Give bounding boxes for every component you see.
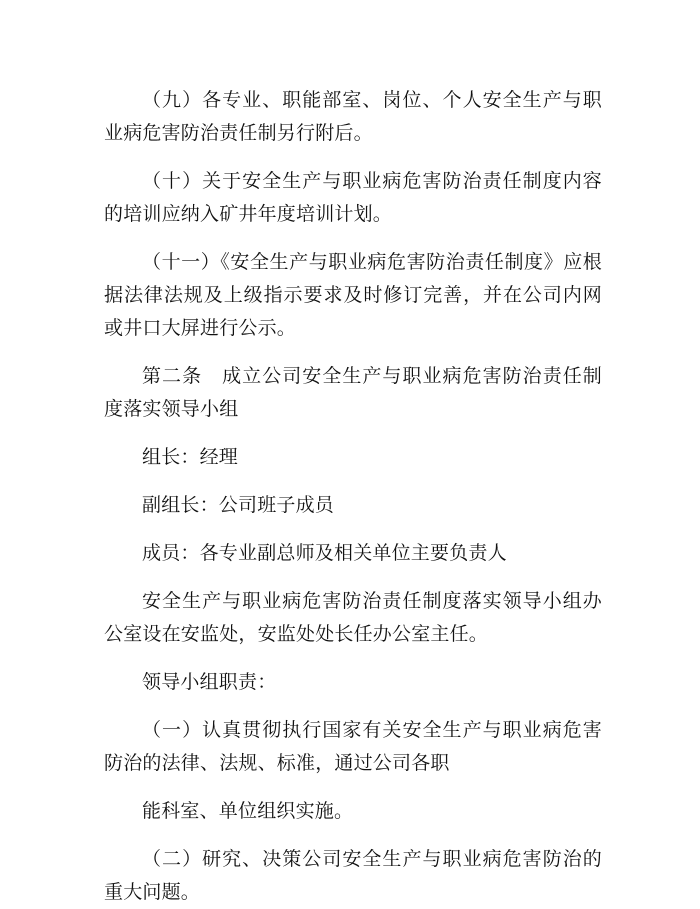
members-line: 成员：各专业副总师及相关单位主要负责人 [142,542,507,564]
duty-2-paragraph: （二）研究、决策公司安全生产与职业病危害防治的重大问题。 [104,848,602,903]
clause-10-paragraph: （十）关于安全生产与职业病危害防治责任制度内容的培训应纳入矿井年度培训计划。 [104,170,602,225]
duty-1-continuation: 能科室、单位组织实施。 [142,800,354,822]
office-paragraph: 安全生产与职业病危害防治责任制度落实领导小组办公室设在安监处，安监处处长任办公室主任。 [104,590,602,645]
clause-9-paragraph: （九）各专业、职能部室、岗位、个人安全生产与职业病危害防治责任制另行附后。 [104,89,602,144]
clause-11-paragraph: （十一）《安全生产与职业病危害防治责任制度》应根据法律法规及上级指示要求及时修订完善，并在公司内网或井口大屏进行公示。 [104,251,602,339]
deputy-leader-line: 副组长：公司班子成员 [142,494,335,516]
group-leader-line: 组长：经理 [142,446,239,468]
duty-1-paragraph: （一）认真贯彻执行国家有关安全生产与职业病危害防治的法律、法规、标准，通过公司各职 [104,719,602,774]
duties-heading: 领导小组职责： [142,671,277,693]
article-2-heading: 第二条 成立公司安全生产与职业病危害防治责任制度落实领导小组 [104,365,602,420]
document-body [104,84,602,909]
